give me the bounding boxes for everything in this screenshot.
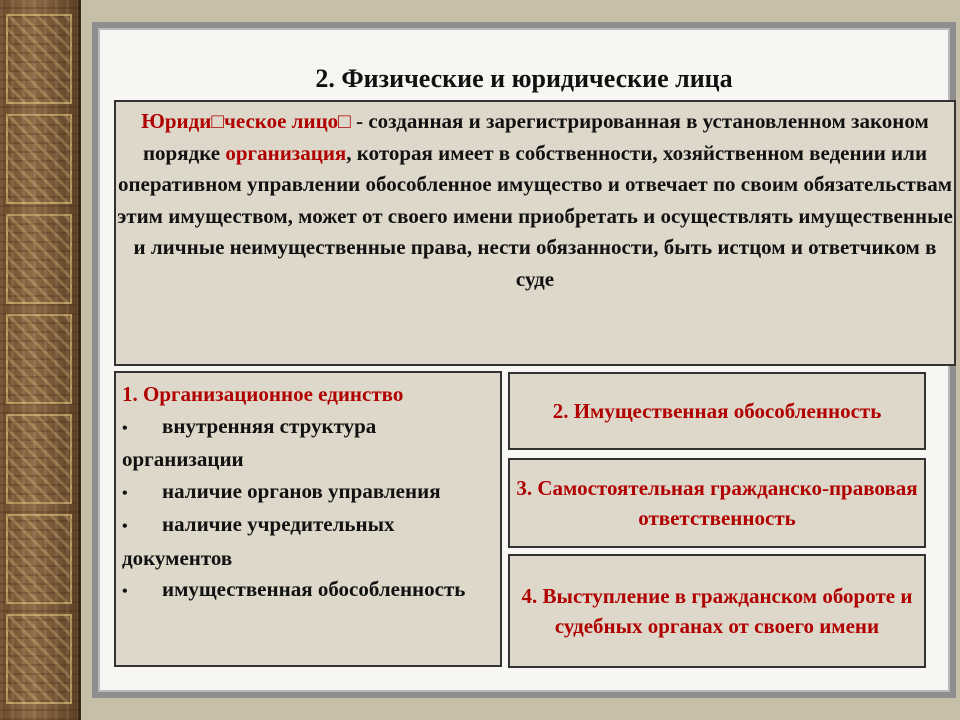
feature1-heading: 1. Организационное единство (122, 382, 404, 406)
decorative-tile (6, 514, 72, 604)
decorative-tile (6, 414, 72, 504)
list-item-text: внутренняя структура организации (122, 413, 377, 471)
feature-legal-capacity-box (508, 554, 926, 668)
decorative-tile (6, 614, 72, 704)
feature3-text: 3. Самостоятельная гражданско-правовая ответственность (516, 476, 918, 530)
list-item (122, 476, 494, 510)
list-item (122, 509, 494, 574)
list-item-text: наличие органов управления (162, 478, 441, 503)
definition-term: Юриди□ческое лицо□ (141, 109, 351, 133)
feature-property-isolation-box (508, 372, 926, 450)
slide-title: 2. Физические и юридические лица (315, 64, 733, 93)
list-item (122, 411, 494, 476)
decorative-tile (6, 14, 72, 104)
definition-text-part2: , которая имеет в собственности, хозяйственном ведении или оперативном управлении обособленное имущество и отвечает по своим обязательствам этим имуществом, может от своего имени приобретать и осуществлять имущественные и личные неимущественные права, нести обязанности, быть истцом и ответчиком в суде (117, 140, 953, 291)
decorative-tile (6, 114, 72, 204)
list-item-text: имущественная обособленность (162, 577, 466, 601)
definition-text-part1: - созданная и зарегистрированная в установленном законом порядке (142, 109, 929, 165)
feature-organizational-unity-box (114, 371, 502, 667)
bullet-icon: • (122, 518, 128, 535)
definition-box (114, 100, 956, 366)
feature2-text: 2. Имущественная обособленность (552, 399, 882, 423)
list-item (122, 574, 494, 608)
decorative-left-strip (0, 0, 81, 720)
bullet-icon: • (122, 419, 128, 437)
decorative-tile (6, 214, 72, 304)
decorative-tile (6, 314, 72, 404)
feature4-text: 4. Выступление в гражданском обороте и судебных органах от своего имени (521, 584, 913, 638)
bullet-icon: • (122, 484, 128, 502)
list-item-text: наличие учредительных документов (122, 512, 395, 570)
definition-highlight: организация (225, 140, 347, 165)
slide-frame (92, 22, 956, 698)
bullet-icon: • (122, 583, 128, 600)
feature-liability-box (508, 458, 926, 548)
